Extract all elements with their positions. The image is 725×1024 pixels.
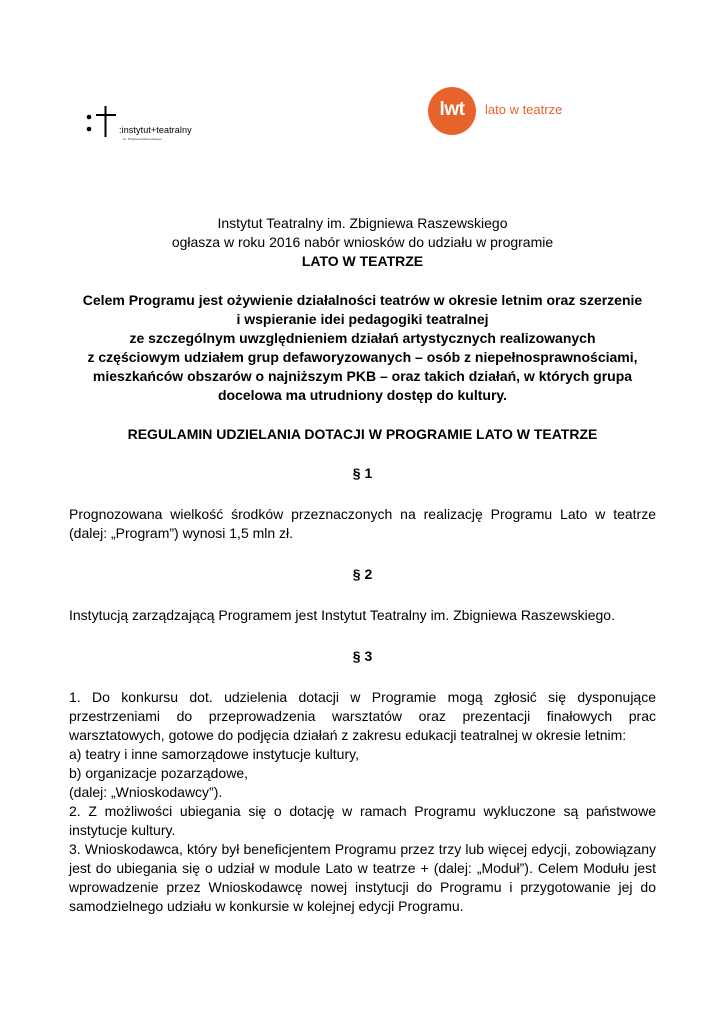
- section-3-item-a: a) teatry i inne samorządowe instytucje kultury,: [69, 746, 359, 762]
- program-goal: [69, 291, 656, 405]
- section-3-point-2: 2. Z możliwości ubiegania się o dotację w ramach Programu wykluczone są państwowe instytucje kultury.: [69, 803, 656, 838]
- goal-line: i wspieranie idei pedagogiki teatralnej: [236, 311, 489, 327]
- header-line-2: ogłasza w roku 2016 nabór wniosków do udziału w programie: [171, 234, 554, 250]
- section-3-point-1: 1. Do konkursu dot. udzielenia dotacji w Programie mogą zgłosić się dysponujące przestrzeniami do przeprowadzenia warsztatów oraz prezentacji finałowych prac warsztatowych, gotowe do podjęcia działań z zakresu edukacji teatralnej w okresie letnim:: [69, 689, 656, 743]
- section-1-heading: § 1: [352, 465, 373, 481]
- document-body: [69, 214, 656, 916]
- regulations-title: REGULAMIN UDZIELANIA DOTACJI W PROGRAMIE LATO W TEATRZE: [127, 426, 598, 442]
- section-2-text: Instytucją zarządzającą Programem jest Instytut Teatralny im. Zbigniewa Raszewskiego.: [69, 607, 615, 623]
- goal-line: mieszkańców obszarów o najniższym PKB – oraz takich działań, w których grupa: [92, 368, 633, 384]
- goal-line: docelowa ma utrudniony dostęp do kultury.: [217, 387, 508, 403]
- institute-logo-name: :instytut+teatralny: [119, 125, 192, 135]
- section-1-text: Prognozowana wielkość środków przeznaczonych na realizację Programu Lato w teatrze (dalej: „Program”) wynosi 1,5 mln zł.: [69, 506, 656, 541]
- goal-line: ze szczególnym uwzględnieniem działań artystycznych realizowanych: [129, 330, 596, 346]
- program-title: LATO W TEATRZE: [301, 253, 424, 269]
- institute-logo-subtitle: im. Zbigniewa Raszewskiego: [123, 137, 162, 141]
- section-3-dalej: (dalej: „Wnioskodawcy”).: [69, 784, 223, 800]
- section-3-point-3: 3. Wnioskodawca, który był beneficjentem Programu przez trzy lub więcej edycji, zobowiązany jest do ubiegania się o udział w module Lato w teatrze + (dalej: „Moduł”). Celem Modułu jest wprowadzenie przez Wnioskodawcę nowej instytucji do Programu i przygotowanie jej do samodzielnego udziału w konkursie w kolejnej edycji Programu.: [69, 841, 656, 914]
- section-3-item-b: b) organizacje pozarządowe,: [69, 765, 248, 781]
- header-line-1: Instytut Teatralny im. Zbigniewa Raszewskiego: [217, 215, 508, 231]
- section-2-heading: § 2: [352, 566, 373, 582]
- lwt-logo-circle: lwt: [428, 87, 476, 135]
- lato-w-teatrze-logo: [428, 87, 598, 135]
- section-3-heading: § 3: [352, 648, 373, 664]
- goal-line: z częściowym udziałem grup defaworyzowanych – osób z niepełnosprawnościami,: [87, 349, 638, 365]
- instytut-teatralny-logo: [86, 106, 216, 146]
- lwt-logo-text: lato w teatrze: [485, 102, 563, 117]
- goal-line: Celem Programu jest ożywienie działalności teatrów w okresie letnim oraz szerzenie: [82, 292, 643, 308]
